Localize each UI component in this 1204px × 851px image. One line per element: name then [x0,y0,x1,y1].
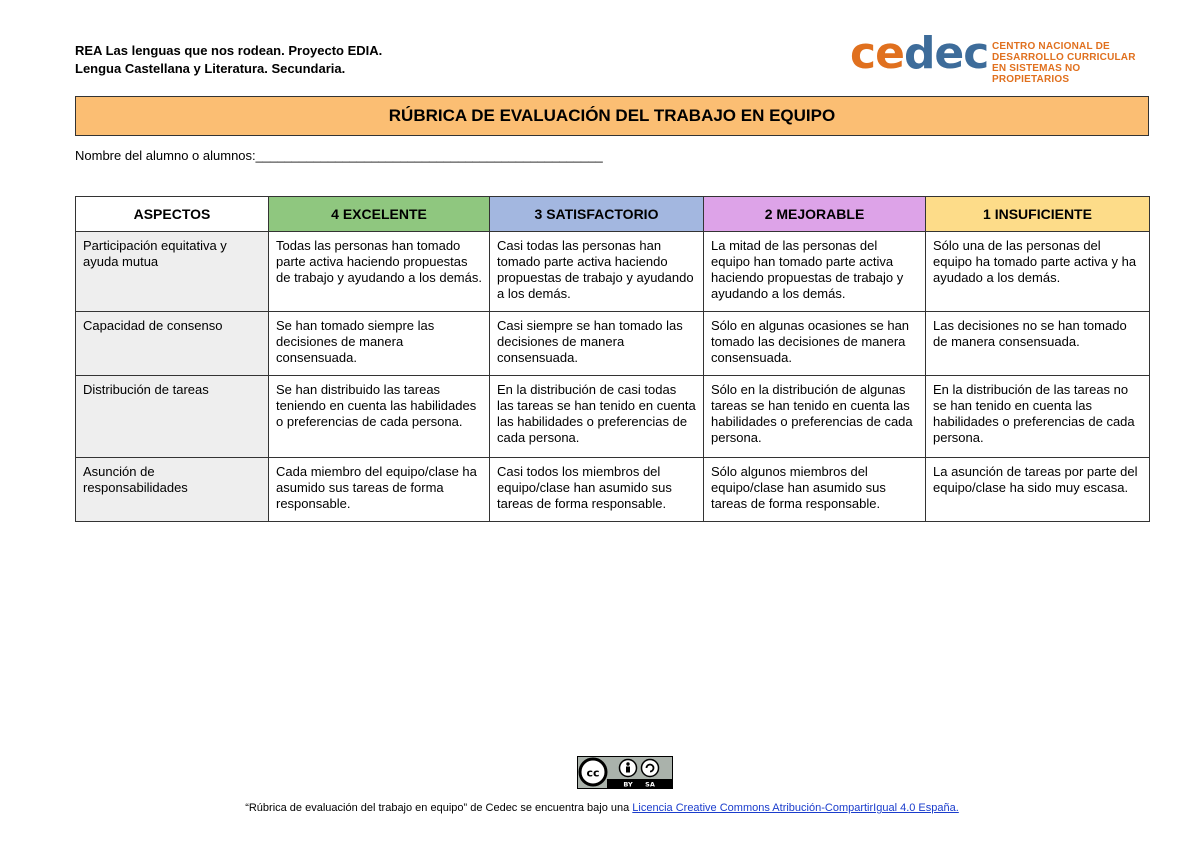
rubric-title: RÚBRICA DE EVALUACIÓN DEL TRABAJO EN EQUIPO [75,96,1149,136]
rubric-cell: Cada miembro del equipo/clase ha asumido sus tareas de forma responsable. [269,458,490,522]
cedec-logo [850,28,1150,85]
rubric-cell: Todas las personas han tomado parte activa haciendo propuestas de trabajo y ayudando a los demás. [269,232,490,312]
header-mejorable: 2 MEJORABLE [704,197,926,232]
rubric-cell: En la distribución de las tareas no se han tenido en cuenta las habilidades o preferencias de cada persona. [926,376,1150,458]
aspect-cell: Participación equitativa y ayuda mutua [76,232,269,312]
logo-wordmark [850,28,988,80]
cc-by-sa-badge-icon [577,756,673,789]
logo-sub-line-2: DESARROLLO CURRICULAR [992,52,1136,63]
rubric-cell: Sólo en algunas ocasiones se han tomado las decisiones de manera consensuada. [704,312,926,376]
header-line-2: Lengua Castellana y Literatura. Secundaria. [75,61,346,76]
table-row [76,312,1150,376]
rubric-header-row [76,197,1150,232]
rubric-cell: La mitad de las personas del equipo han tomado parte activa haciendo propuestas de trabajo y ayudando a los demás. [704,232,926,312]
rubric-cell: La asunción de tareas por parte del equipo/clase ha sido muy escasa. [926,458,1150,522]
rubric-cell: Sólo una de las personas del equipo ha tomado parte activa y ha ayudado a los demás. [926,232,1150,312]
badge-sa-label: SA [645,780,655,789]
aspect-cell: Capacidad de consenso [76,312,269,376]
rubric-cell: Casi todas las personas han tomado parte activa haciendo propuestas de trabajo y ayudando a los demás. [490,232,704,312]
logo-word-part2: dec [903,28,989,79]
header-satisfactorio: 3 SATISFACTORIO [490,197,704,232]
svg-text:cc: cc [586,766,600,780]
header-aspectos: ASPECTOS [76,197,269,232]
rubric-table [75,196,1150,522]
rubric-cell: Casi todos los miembros del equipo/clase han asumido sus tareas de forma responsable. [490,458,704,522]
rubric-cell: Sólo en la distribución de algunas tareas se han tenido en cuenta las habilidades o preferencias de cada persona. [704,376,926,458]
header-line-1: REA Las lenguas que nos rodean. Proyecto EDIA. [75,43,383,58]
student-name-line: Nombre del alumno o alumnos:________________________________________________ [75,148,603,163]
license-text: “Rúbrica de evaluación del trabajo en equipo” de Cedec se encuentra bajo una [245,802,633,814]
aspect-cell: Asunción de responsabilidades [76,458,269,522]
table-row [76,458,1150,522]
rubric-cell: Se han distribuido las tareas teniendo en cuenta las habilidades o preferencias de cada persona. [269,376,490,458]
badge-by-label: BY [623,780,633,789]
rubric-cell: Casi siempre se han tomado las decisiones de manera consensuada. [490,312,704,376]
rubric-cell: Las decisiones no se han tomado de manera consensuada. [926,312,1150,376]
rubric-cell: Se han tomado siempre las decisiones de manera consensuada. [269,312,490,376]
table-row [76,232,1150,312]
header-insuficiente: 1 INSUFICIENTE [926,197,1150,232]
logo-sub-line-3: EN SISTEMAS NO PROPIETARIOS [992,63,1081,85]
license-link[interactable]: Licencia Creative Commons Atribución-CompartirIgual 4.0 España. [632,802,959,814]
header-excelente: 4 EXCELENTE [269,197,490,232]
license-footer [0,802,1204,814]
logo-word-part1: ce [850,28,904,79]
rubric-cell: En la distribución de casi todas las tareas se han tenido en cuenta las habilidades o preferencias de cada persona. [490,376,704,458]
logo-sub-line-1: CENTRO NACIONAL DE [992,41,1110,52]
document-header [75,42,382,78]
table-row [76,376,1150,458]
rubric-cell: Sólo algunos miembros del equipo/clase han asumido sus tareas de forma responsable. [704,458,926,522]
logo-subtitle [992,41,1150,85]
aspect-cell: Distribución de tareas [76,376,269,458]
